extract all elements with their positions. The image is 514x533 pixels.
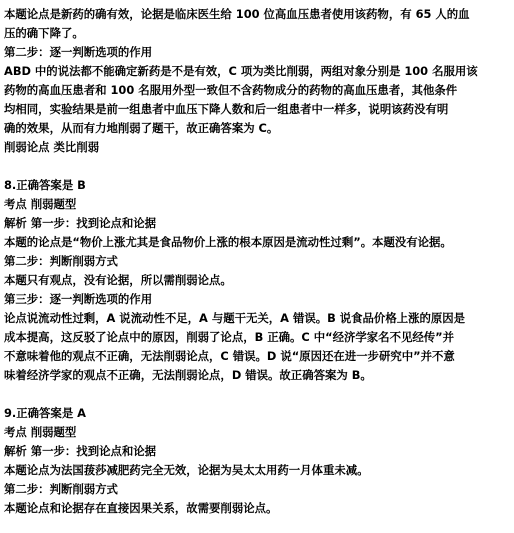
text-line: 第二步：判断削弱方式 [4,254,118,268]
text-line: 第三步：逐一判断选项的作用 [4,292,153,306]
text-line: 成本提高，这反驳了论点中的原因，削弱了论点，B 正确。C 中“经济学家名不见经传”并 [4,330,455,344]
answer-block-9 [4,404,510,518]
text-line: 考点 削弱题型 [4,425,77,439]
text-line: 论点说流动性过剩，A 说流动性不足，A 与题干无关，A 错误。B 说食品价格上涨的原因是 [4,311,466,325]
text-line: 本题论点为法国菝莎减肥药完全无效，论据为吴太太用药一月体重未减。 [4,463,369,477]
text-line: 解析 第一步：找到论点和论据 [4,216,157,230]
text-line: 削弱论点 类比削弱 [4,140,100,154]
answer-heading: 9.正确答案是 A [4,406,86,420]
text-line: 药物的高血压患者和 100 名服用外型一致但不含药物成分的药物的高血压患者，其他条件 [4,83,458,97]
answer-block-7-tail [4,5,510,157]
text-line: 第二步：逐一判断选项的作用 [4,45,153,59]
text-line: 本题的论点是“物价上涨尤其是食品物价上涨的根本原因是流动性过剩”。本题没有论据。 [4,235,452,249]
text-line: 确的效果，从而有力地削弱了题干，故正确答案为 C。 [4,121,279,135]
text-line: 第二步：判断削弱方式 [4,482,118,496]
text-line: 味着经济学家的观点不正确，无法削弱论点，D 错误。故正确答案为 B。 [4,368,372,382]
paragraph-gap [4,157,510,176]
answer-heading: 8.正确答案是 B [4,178,86,192]
text-line: 考点 削弱题型 [4,197,77,211]
text-line: 本题论点和论据存在直接因果关系，故需要削弱论点。 [4,501,278,515]
text-line: 本题只有观点，没有论据，所以需削弱论点。 [4,273,232,287]
text-line: ABD 中的说法都不能确定新药是不是有效，C 项为类比削弱，两组对象分别是 100 名服用该 [4,64,478,78]
paragraph-gap [4,385,510,404]
text-line: 不意味着他的观点不正确，无法削弱论点，C 错误。D 说“原因还在进一步研究中”并不意 [4,349,455,363]
answer-block-8 [4,176,510,385]
text-line: 均相同，实验结果是前一组患者中血压下降人数和后一组患者中一样多，说明该药没有明 [4,102,449,116]
text-line: 解析 第一步：找到论点和论据 [4,444,157,458]
text-line: 本题论点是新药的确有效，论据是临床医生给 100 位高血压患者使用该药物，有 65 人的血 [4,7,470,21]
text-line: 压的确下降了。 [4,26,84,40]
